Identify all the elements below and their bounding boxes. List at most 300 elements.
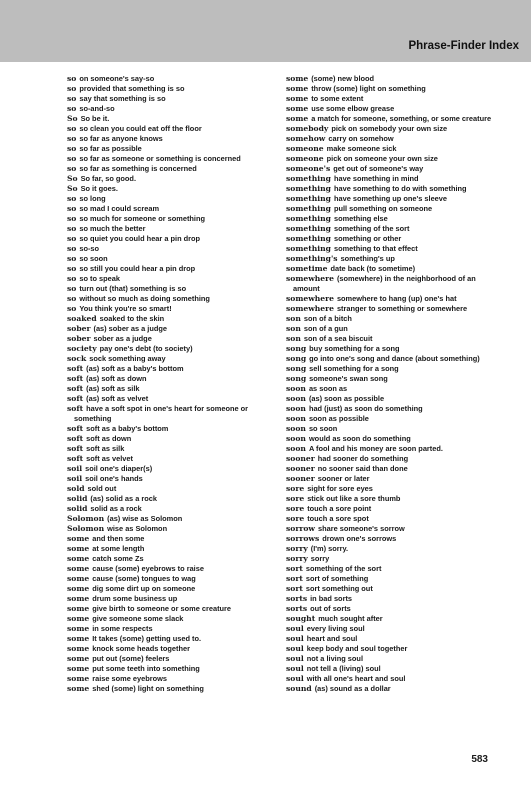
entry-phrase: So it goes.: [80, 183, 118, 193]
entry-headword: soon: [286, 424, 306, 434]
index-entry: [67, 594, 272, 604]
entry-headword: something's: [286, 253, 338, 263]
entry-headword: so: [67, 143, 77, 153]
index-entry: [67, 324, 272, 334]
index-entry: [286, 544, 496, 554]
entry-headword: song: [286, 353, 307, 363]
index-entry: [67, 524, 272, 534]
entry-phrase-continuation: something: [74, 414, 112, 424]
entry-headword: some: [286, 113, 309, 123]
entry-phrase: carry on somehow: [328, 133, 394, 143]
index-entry: [67, 654, 272, 664]
entry-phrase: raise some eyebrows: [92, 674, 167, 684]
entry-phrase: so mad I could scream: [79, 203, 160, 213]
entry-headword: soil: [67, 474, 83, 484]
index-entry: [286, 124, 496, 134]
entry-headword: soft: [67, 454, 84, 464]
index-entry: [286, 84, 496, 94]
entry-phrase: so soon: [308, 424, 338, 434]
entry-headword: soon: [286, 384, 306, 393]
index-entry: [286, 224, 496, 234]
entry-headword: soul: [286, 624, 304, 634]
entry-phrase: something's up: [340, 253, 395, 263]
entry-headword: solid: [67, 504, 88, 514]
entry-headword: someone: [286, 153, 324, 163]
entry-phrase: something of the sort: [333, 223, 410, 233]
entry-phrase: sober as a judge: [93, 333, 152, 343]
entry-headword: soon: [286, 404, 306, 414]
index-entry: [67, 574, 272, 584]
index-entry: [286, 494, 496, 504]
entry-phrase: It takes (some) getting used to.: [92, 634, 202, 644]
index-entry: [67, 474, 272, 484]
entry-headword: song: [286, 373, 307, 383]
index-entry: [286, 554, 496, 564]
entry-headword: something: [286, 213, 331, 223]
entry-phrase: not a living soul: [306, 654, 364, 664]
entry-phrase: at some length: [92, 544, 145, 554]
index-entry: [67, 264, 272, 274]
index-entry: [286, 334, 496, 344]
index-entry: [67, 184, 272, 194]
index-entry: [286, 484, 496, 494]
entry-headword: somewhere: [286, 273, 334, 283]
entry-headword: sooner: [286, 454, 315, 464]
index-entry: [67, 354, 272, 364]
index-entry: [286, 114, 496, 124]
entry-phrase: touch a sore point: [307, 504, 372, 514]
index-entry: [67, 154, 272, 164]
entry-phrase: son of a sea biscuit: [303, 333, 373, 343]
entry-phrase: much sought after: [318, 614, 383, 624]
entry-phrase: so to speak: [79, 273, 121, 283]
entry-phrase: and then some: [92, 534, 145, 544]
index-entry: [286, 514, 496, 524]
entry-phrase: stranger to something or somewhere: [336, 303, 468, 313]
entry-phrase: so still you could hear a pin drop: [79, 263, 196, 273]
entry-headword: somebody: [286, 123, 329, 133]
entry-phrase: pick on someone your own size: [326, 153, 438, 163]
entry-headword: some: [67, 584, 90, 594]
entry-headword: solid: [67, 494, 88, 504]
entry-headword: sort: [286, 584, 303, 594]
entry-headword: so: [67, 283, 77, 293]
entry-phrase: so much the better: [79, 223, 146, 233]
entry-phrase: no sooner said than done: [317, 464, 408, 474]
index-entry: [286, 274, 496, 294]
entry-headword: soft: [67, 363, 84, 373]
index-entry: [67, 344, 272, 354]
index-entry: [286, 424, 496, 434]
index-entry: [286, 674, 496, 684]
entry-phrase: soft as down: [86, 434, 132, 444]
entry-phrase: knock some heads together: [92, 644, 190, 654]
entry-phrase: somewhere to hang (up) one's hat: [336, 293, 457, 303]
index-entry: [67, 464, 272, 474]
entry-headword: soul: [286, 674, 304, 684]
entry-phrase: pull something on someone: [333, 203, 433, 213]
entry-headword: soon: [286, 414, 306, 424]
entry-phrase: wise as Solomon: [107, 524, 168, 534]
index-entry: [286, 604, 496, 614]
entry-headword: sometime: [286, 263, 328, 273]
index-entry: [286, 74, 496, 84]
index-entry: [67, 334, 272, 344]
index-entry: [67, 364, 272, 374]
entry-headword: soft: [67, 404, 84, 414]
entry-headword: so: [67, 233, 77, 243]
entry-phrase: soil one's diaper(s): [85, 464, 153, 474]
index-entry: [286, 134, 496, 144]
entry-headword: something: [286, 203, 331, 213]
entry-headword: sorts: [286, 604, 308, 614]
index-entry: [67, 84, 272, 94]
index-entry: [67, 144, 272, 154]
entry-phrase: so-and-so: [79, 103, 115, 113]
entry-phrase: soil one's hands: [85, 474, 143, 484]
entry-headword: soft: [67, 394, 84, 403]
index-entry: [67, 164, 272, 174]
entry-headword: so: [67, 243, 77, 253]
index-entry: [67, 94, 272, 104]
index-entry: [67, 494, 272, 504]
index-entry: [286, 94, 496, 104]
index-entry: [67, 244, 272, 254]
index-entry: [67, 684, 272, 694]
entry-headword: society: [67, 343, 97, 353]
entry-headword: some: [67, 664, 90, 674]
entry-headword: sold: [67, 484, 85, 494]
entry-phrase: sight for sore eyes: [307, 484, 373, 494]
entry-phrase: stick out like a sore thumb: [307, 494, 401, 504]
entry-headword: some: [67, 634, 90, 644]
index-entry: [67, 624, 272, 634]
index-entry: [67, 484, 272, 494]
entry-phrase: every living soul: [306, 624, 365, 634]
index-entry: [286, 244, 496, 254]
entry-phrase: soaked to the skin: [99, 313, 165, 323]
entry-phrase: someone's swan song: [309, 373, 388, 383]
entry-phrase: give birth to someone or some creature: [92, 604, 232, 614]
entry-phrase: sort something out: [305, 584, 373, 594]
left-column: [67, 74, 272, 695]
entry-headword: soaked: [67, 313, 97, 323]
index-entry: [67, 314, 272, 324]
entry-phrase: had (just) as soon do something: [308, 404, 423, 414]
entry-phrase: keep body and soul together: [306, 644, 408, 654]
index-entry: [67, 204, 272, 214]
entry-phrase: to some extent: [311, 93, 364, 103]
entry-headword: sore: [286, 494, 305, 504]
entry-phrase-continuation: amount: [293, 283, 320, 293]
index-entry: [286, 294, 496, 304]
entry-phrase: soft as silk: [86, 444, 125, 454]
entry-headword: sought: [286, 614, 316, 624]
index-entry: [67, 514, 272, 524]
entry-headword: some: [67, 564, 90, 574]
entry-phrase: (as) sound as a dollar: [314, 684, 391, 694]
entry-phrase: (as) soft as down: [86, 373, 147, 383]
entry-headword: so: [67, 73, 77, 83]
entry-phrase: (as) sober as a judge: [93, 323, 168, 333]
index-entry: [67, 454, 272, 464]
index-entry: [286, 454, 496, 464]
index-entry: [67, 134, 272, 144]
entry-phrase: get out of someone's way: [333, 163, 424, 173]
index-entry: [286, 404, 496, 414]
index-entry: [286, 104, 496, 114]
entry-headword: some: [67, 654, 90, 664]
index-entry: [286, 624, 496, 634]
entry-headword: so: [67, 83, 77, 93]
entry-headword: something: [286, 243, 331, 253]
index-entry: [67, 504, 272, 514]
entry-headword: soft: [67, 444, 84, 454]
index-entry: [286, 644, 496, 654]
entry-phrase: without so much as doing something: [79, 293, 210, 303]
index-entry: [286, 444, 496, 454]
index-entry: [286, 534, 496, 544]
index-entry: [67, 104, 272, 114]
entry-headword: some: [67, 574, 90, 584]
entry-phrase: soon as possible: [308, 414, 369, 424]
entry-headword: so: [67, 153, 77, 163]
index-entry: [67, 294, 272, 304]
entry-phrase: (as) soft as a baby's bottom: [86, 363, 184, 373]
entry-phrase: give someone some slack: [92, 614, 184, 624]
entry-headword: some: [286, 83, 309, 93]
index-entry: [286, 364, 496, 374]
entry-headword: song: [286, 363, 307, 373]
entry-phrase: throw (some) light on something: [311, 83, 426, 93]
entry-phrase: out of sorts: [310, 604, 351, 614]
entry-headword: some: [67, 604, 90, 614]
entry-headword: Solomon: [67, 514, 105, 524]
index-entry: [286, 204, 496, 214]
entry-headword: some: [67, 684, 90, 694]
entry-headword: something: [286, 183, 331, 193]
entry-phrase: a match for someone, something, or some creature: [311, 113, 492, 123]
entry-phrase: (as) soft as silk: [86, 383, 140, 393]
entry-phrase: so far as someone or something is concerned: [79, 153, 241, 163]
index-entry: [67, 254, 272, 264]
entry-phrase: So far, so good.: [80, 173, 136, 183]
entry-headword: sound: [286, 684, 312, 694]
index-entry: [286, 264, 496, 274]
index-entry: [286, 304, 496, 314]
entry-headword: song: [286, 343, 307, 353]
index-entry: [286, 474, 496, 484]
entry-headword: so: [67, 303, 77, 313]
entry-headword: some: [67, 594, 90, 604]
entry-headword: sorts: [286, 594, 308, 604]
entry-phrase: had sooner do something: [317, 454, 409, 464]
index-entry: [286, 174, 496, 184]
index-entry: [286, 354, 496, 364]
index-entry: [286, 614, 496, 624]
entry-headword: something: [286, 173, 331, 183]
index-entry: [67, 404, 272, 424]
entry-phrase: son of a gun: [303, 323, 348, 333]
entry-headword: soon: [286, 444, 306, 454]
index-entry: [286, 254, 496, 264]
entry-phrase: son of a bitch: [303, 313, 352, 323]
entry-phrase: sock something away: [89, 353, 166, 363]
entry-headword: something: [286, 233, 331, 243]
entry-headword: son: [286, 333, 301, 343]
entry-phrase: dig some dirt up on someone: [92, 584, 196, 594]
entry-headword: some: [67, 674, 90, 684]
index-entry: [67, 124, 272, 134]
entry-phrase: something else: [333, 213, 388, 223]
entry-phrase: drown one's sorrows: [322, 534, 397, 544]
entry-phrase: use some elbow grease: [311, 103, 395, 113]
entry-phrase: so quiet you could hear a pin drop: [79, 233, 201, 243]
entry-phrase: sort of something: [305, 574, 369, 584]
entry-phrase: So be it.: [80, 113, 110, 123]
entry-phrase: in some respects: [92, 624, 153, 634]
entry-phrase: pick on somebody your own size: [331, 123, 448, 133]
index-entry: [286, 144, 496, 154]
index-entry: [67, 274, 272, 284]
entry-phrase: with all one's heart and soul: [306, 674, 406, 684]
entry-phrase: so much for someone or something: [79, 213, 205, 223]
index-entry: [286, 324, 496, 334]
entry-headword: soul: [286, 664, 304, 674]
index-entry: [67, 564, 272, 574]
page-title: Phrase-Finder Index: [408, 40, 519, 52]
index-entry: [67, 194, 272, 204]
index-entry: [67, 304, 272, 314]
entry-phrase: have a soft spot in one's heart for someone or: [86, 404, 249, 414]
entry-phrase: heart and soul: [306, 634, 358, 644]
entry-phrase: share someone's sorrow: [317, 524, 405, 534]
entry-headword: so: [67, 103, 77, 113]
entry-headword: soft: [67, 434, 84, 444]
entry-phrase: date back (to sometime): [330, 263, 416, 273]
entry-phrase: sorry: [310, 554, 330, 564]
entry-headword: soft: [67, 373, 84, 383]
entry-phrase: put out (some) feelers: [92, 654, 170, 664]
entry-headword: so: [67, 193, 77, 203]
index-entry: [286, 214, 496, 224]
entry-headword: soul: [286, 634, 304, 644]
entry-headword: sore: [286, 504, 305, 514]
index-entry: [286, 664, 496, 674]
entry-headword: sore: [286, 514, 305, 524]
entry-headword: some: [286, 93, 309, 103]
entry-headword: Solomon: [67, 524, 105, 534]
index-entry: [67, 424, 272, 434]
entry-headword: somewhere: [286, 303, 334, 313]
index-entry: [67, 584, 272, 594]
index-entry: [286, 384, 496, 394]
entry-phrase: (as) wise as Solomon: [107, 514, 183, 524]
entry-headword: some: [67, 644, 90, 654]
entry-phrase: something or other: [333, 233, 402, 243]
entry-phrase: put some teeth into something: [92, 664, 200, 674]
index-entry: [67, 444, 272, 454]
index-entry: [67, 634, 272, 644]
index-entry: [286, 184, 496, 194]
entry-headword: so: [67, 203, 77, 213]
index-entry: [67, 614, 272, 624]
index-entry: [67, 604, 272, 614]
index-entry: [67, 74, 272, 84]
index-entry: [67, 384, 272, 394]
entry-phrase: shed (some) light on something: [92, 684, 204, 694]
entry-headword: So: [67, 173, 78, 183]
entry-phrase: would as soon do something: [308, 434, 411, 444]
entry-headword: somehow: [286, 133, 326, 143]
entry-headword: so: [67, 123, 77, 133]
index-entry: [286, 154, 496, 164]
entry-phrase: so-so: [79, 243, 100, 253]
entry-phrase: solid as a rock: [90, 504, 142, 514]
index-entry: [286, 234, 496, 244]
entry-headword: so: [67, 223, 77, 233]
entry-phrase: in bad sorts: [310, 594, 353, 604]
entry-phrase: catch some Zs: [92, 554, 144, 564]
index-entry: [67, 284, 272, 294]
entry-headword: someone's: [286, 163, 331, 173]
entry-phrase: so far as possible: [79, 143, 142, 153]
index-entry: [286, 194, 496, 204]
entry-phrase: something of the sort: [305, 564, 382, 574]
right-column: [286, 74, 496, 695]
entry-phrase: You think you're so smart!: [79, 303, 172, 313]
index-entry: [286, 634, 496, 644]
entry-headword: something: [286, 193, 331, 203]
entry-phrase: make someone sick: [326, 143, 397, 153]
entry-phrase: on someone's say-so: [79, 73, 155, 83]
entry-headword: sober: [67, 333, 91, 343]
entry-phrase: touch a sore spot: [307, 514, 369, 524]
entry-phrase: soft as velvet: [86, 454, 133, 464]
entry-headword: so: [67, 253, 77, 263]
entry-headword: soft: [67, 424, 84, 434]
index-entry: [286, 594, 496, 604]
index-entry: [286, 574, 496, 584]
entry-phrase: have something to do with something: [333, 183, 467, 193]
index-entry: [286, 434, 496, 444]
entry-headword: sober: [67, 323, 91, 333]
entry-headword: so: [67, 263, 77, 273]
entry-headword: son: [286, 323, 301, 333]
entry-phrase: turn out (that) something is so: [79, 283, 187, 293]
entry-headword: somewhere: [286, 293, 334, 303]
index-entry: [286, 344, 496, 354]
entry-phrase: have something in mind: [333, 173, 419, 183]
entry-phrase: go into one's song and dance (about something): [309, 353, 480, 363]
entry-headword: some: [67, 544, 90, 554]
header-bar: [0, 0, 531, 62]
entry-phrase: so long: [79, 193, 106, 203]
entry-headword: sooner: [286, 464, 315, 474]
index-entry: [286, 374, 496, 384]
index-entry: [286, 524, 496, 534]
entry-headword: some: [67, 534, 90, 544]
entry-phrase: so clean you could eat off the floor: [79, 123, 202, 133]
index-entry: [286, 394, 496, 404]
entry-phrase: (I'm) sorry.: [310, 544, 349, 554]
entry-phrase: (as) soft as velvet: [86, 394, 149, 403]
index-entry: [67, 434, 272, 444]
index-entry: [67, 214, 272, 224]
entry-headword: so: [67, 273, 77, 283]
entry-phrase: so far as something is concerned: [79, 163, 197, 173]
index-entry: [67, 554, 272, 564]
